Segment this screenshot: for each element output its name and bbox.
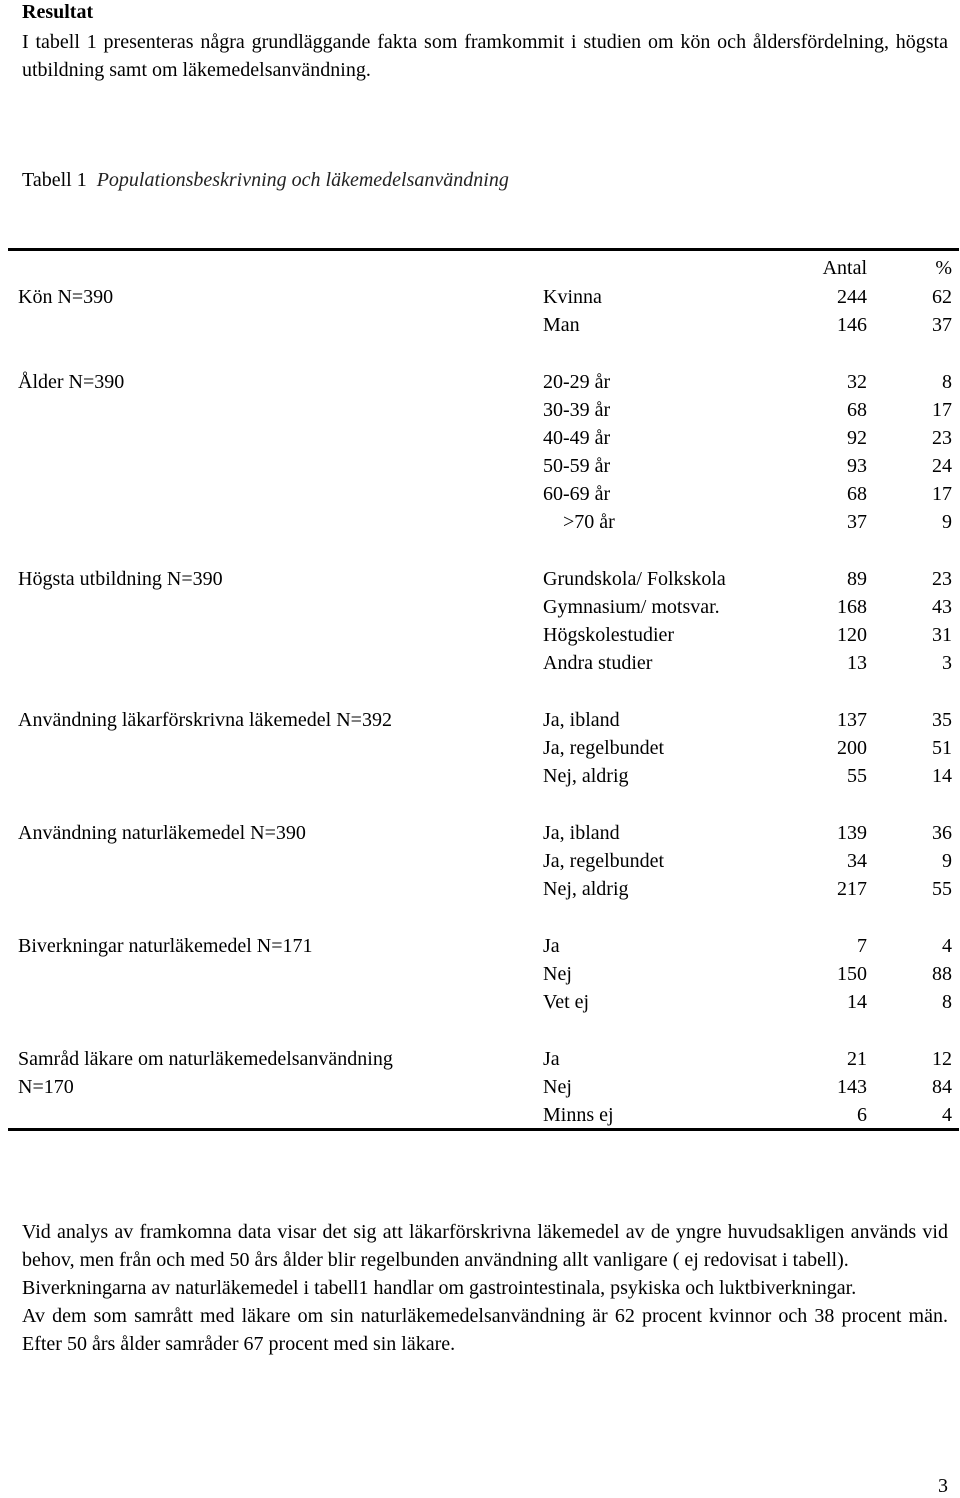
row-count: 21 (847, 1048, 867, 1070)
table-top-rule (8, 248, 959, 251)
row-percent: 17 (932, 399, 952, 421)
row-category: N=170 (18, 1076, 74, 1098)
row-option: Vet ej (543, 991, 590, 1013)
row-percent: 8 (942, 371, 952, 393)
row-count: 92 (847, 427, 867, 449)
row-option: Nej (543, 963, 572, 985)
row-count: 14 (847, 991, 867, 1013)
row-option: Ja, ibland (543, 822, 620, 844)
table-row (0, 1045, 960, 1073)
table-row (0, 480, 960, 508)
row-percent: 3 (942, 652, 952, 674)
row-count: 244 (837, 286, 867, 308)
row-percent: 9 (942, 850, 952, 872)
table-row (0, 452, 960, 480)
table-row (0, 847, 960, 875)
table-row (0, 734, 960, 762)
table-row (0, 706, 960, 734)
row-count: 13 (847, 652, 867, 674)
row-category: Användning naturläkemedel N=390 (18, 822, 306, 844)
outro-paragraph: Biverkningarna av naturläkemedel i tabell1 handlar om gastrointestinala, psykiska och luktbiverkningar. (22, 1277, 857, 1299)
row-count: 89 (847, 568, 867, 590)
row-count: 200 (837, 737, 867, 759)
row-percent: 84 (932, 1076, 952, 1098)
row-option: Nej (543, 1076, 572, 1098)
row-option: Nej, aldrig (543, 878, 629, 900)
row-count: 93 (847, 455, 867, 477)
row-percent: 4 (942, 935, 952, 957)
section-heading: Resultat (22, 1, 94, 23)
row-option: Ja (543, 935, 560, 957)
row-count: 217 (837, 878, 867, 900)
table-row (0, 1073, 960, 1101)
table-row (0, 819, 960, 847)
row-category: Ålder N=390 (18, 371, 125, 393)
table-row (0, 875, 960, 903)
row-percent: 55 (932, 878, 952, 900)
row-option: Högskolestudier (543, 624, 675, 646)
table-row (0, 762, 960, 790)
row-option: Kvinna (543, 286, 602, 308)
caption-label: Tabell 1 (22, 169, 87, 191)
row-percent: 88 (932, 963, 952, 985)
row-percent: 8 (942, 991, 952, 1013)
caption-text: Populationsbeskrivning och läkemedelsanvändning (96, 169, 509, 191)
outro-paragraph: Av dem som samrått med läkare om sin naturläkemedelsanvändning är 62 procent kvinnor och 38 procent män. Efter 50 års ålder samråder 67 procent med sin läkare. (22, 1305, 948, 1355)
row-option: 40-49 år (543, 427, 611, 449)
outro-paragraph: Vid analys av framkomna data visar det sig att läkarförskrivna läkemedel av de yngre huvudsakligen används vid behov, men från och med 50 års ålder blir regelbunden användning allt vanligare ( ej redovisat i tabell). (22, 1221, 948, 1271)
row-category: Samråd läkare om naturläkemedelsanvändning (18, 1048, 393, 1070)
row-option: Andra studier (543, 652, 653, 674)
row-percent: 24 (932, 455, 952, 477)
table-row (0, 396, 960, 424)
table-row (0, 960, 960, 988)
row-percent: 35 (932, 709, 952, 731)
page-number: 3 (938, 1475, 948, 1497)
row-percent: 14 (932, 765, 952, 787)
row-count: 143 (837, 1076, 867, 1098)
row-percent: 9 (942, 511, 952, 533)
row-option: 50-59 år (543, 455, 611, 477)
table-row (0, 368, 960, 396)
table-row (0, 283, 960, 311)
row-option: Ja (543, 1048, 560, 1070)
table-row (0, 932, 960, 960)
table-row (0, 649, 960, 677)
row-count: 32 (847, 371, 867, 393)
table-row (0, 508, 960, 536)
intro-paragraph: I tabell 1 presenteras några grundläggande fakta som framkommit i studien om kön och åldersfördelning, högsta utbildning samt om läkemedelsanvändning. (22, 31, 948, 81)
row-category: Biverkningar naturläkemedel N=171 (18, 935, 313, 957)
row-count: 68 (847, 483, 867, 505)
row-option: Ja, regelbundet (543, 850, 665, 872)
row-percent: 12 (932, 1048, 952, 1070)
row-count: 6 (857, 1104, 867, 1126)
table-row (0, 593, 960, 621)
row-option: Minns ej (543, 1104, 614, 1126)
header-antal: Antal (822, 257, 867, 279)
row-percent: 23 (932, 427, 952, 449)
row-percent: 31 (932, 624, 952, 646)
row-option: Ja, regelbundet (543, 737, 665, 759)
header-percent: % (935, 257, 952, 279)
row-count: 55 (847, 765, 867, 787)
table-row (0, 311, 960, 339)
row-count: 168 (837, 596, 867, 618)
table-row (0, 1101, 960, 1129)
row-count: 37 (847, 511, 867, 533)
row-count: 146 (837, 314, 867, 336)
table-row (0, 988, 960, 1016)
row-percent: 17 (932, 483, 952, 505)
row-option: Ja, ibland (543, 709, 620, 731)
row-option: Grundskola/ Folkskola (543, 568, 726, 590)
row-option: >70 år (563, 511, 615, 533)
row-count: 150 (837, 963, 867, 985)
row-percent: 62 (932, 286, 952, 308)
table-row (0, 621, 960, 649)
row-option: 60-69 år (543, 483, 611, 505)
row-category: Högsta utbildning N=390 (18, 568, 223, 590)
outro-text (22, 1218, 948, 1358)
row-count: 7 (857, 935, 867, 957)
row-percent: 37 (932, 314, 952, 336)
table-caption (22, 166, 509, 194)
table-row (0, 424, 960, 452)
row-category: Användning läkarförskrivna läkemedel N=392 (18, 709, 392, 731)
row-count: 34 (847, 850, 867, 872)
row-count: 137 (837, 709, 867, 731)
table-header-row (0, 254, 960, 282)
row-count: 68 (847, 399, 867, 421)
row-category: Kön N=390 (18, 286, 114, 308)
row-option: 30-39 år (543, 399, 611, 421)
table-bottom-rule (8, 1128, 959, 1131)
row-option: Nej, aldrig (543, 765, 629, 787)
row-percent: 36 (932, 822, 952, 844)
row-option: Man (543, 314, 580, 336)
row-count: 139 (837, 822, 867, 844)
row-percent: 4 (942, 1104, 952, 1126)
row-percent: 43 (932, 596, 952, 618)
row-count: 120 (837, 624, 867, 646)
table-row (0, 565, 960, 593)
row-option: Gymnasium/ motsvar. (543, 596, 720, 618)
row-percent: 51 (932, 737, 952, 759)
row-option: 20-29 år (543, 371, 611, 393)
row-percent: 23 (932, 568, 952, 590)
